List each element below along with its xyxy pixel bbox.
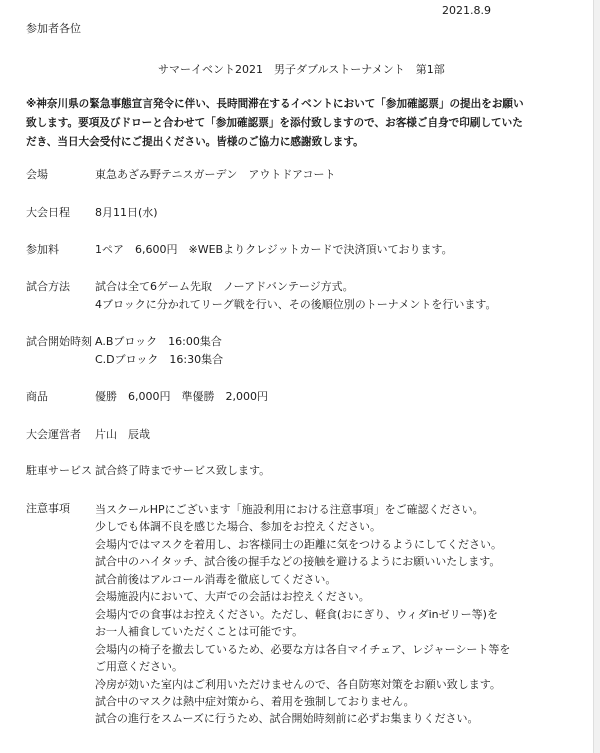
document-date: 2021.8.9 bbox=[442, 4, 491, 17]
format-line-1: 試合は全て6ゲーム先取 ノーアドバンテージ方式。 bbox=[95, 280, 354, 293]
organizer-value: 片山 辰哉 bbox=[95, 428, 150, 441]
list-item: 会場施設内において、大声での会話はお控えください。 bbox=[95, 590, 370, 604]
vertical-scrollbar[interactable] bbox=[593, 0, 600, 753]
list-item: 会場内の椅子を撤去しているため、必要な方は各自マイチェア、レジャーシート等を bbox=[95, 642, 511, 656]
list-item: 少しでも体調不良を感じた場合、参加をお控えください。 bbox=[95, 520, 381, 534]
fee-label: 参加料 bbox=[26, 243, 59, 256]
start-time-line-2: C.Dブロック 16:30集合 bbox=[95, 353, 224, 366]
notes-list bbox=[95, 501, 510, 728]
notes-label: 注意事項 bbox=[26, 502, 70, 515]
start-time-label: 試合開始時刻 bbox=[26, 335, 92, 348]
schedule-value: 8月11日(水) bbox=[95, 206, 158, 219]
parking-label: 駐車サービス bbox=[26, 464, 92, 477]
list-item: 試合の進行をスムーズに行うため、試合開始時刻前に必ずお集まりください。 bbox=[95, 712, 479, 726]
prizes-value: 優勝 6,000円 準優勝 2,000円 bbox=[95, 390, 268, 403]
list-item: 試合前後はアルコール消毒を徹底してください。 bbox=[95, 572, 337, 586]
fee-value: 1ペア 6,600円 ※WEBよりクレジットカードで決済頂いております。 bbox=[95, 243, 453, 256]
document-title: サマーイベント2021 男子ダブルストーナメント 第1部 bbox=[158, 63, 445, 76]
format-label: 試合方法 bbox=[26, 280, 70, 293]
venue-value: 東急あざみ野テニスガーデン アウトドアコート bbox=[95, 168, 336, 181]
organizer-label: 大会運営者 bbox=[26, 428, 81, 441]
prizes-label: 商品 bbox=[26, 390, 48, 403]
list-item: 会場内ではマスクを着用し、お客様同士の距離に気をつけるようにしてください。 bbox=[95, 537, 502, 551]
covid-notice bbox=[26, 95, 524, 152]
list-item: 冷房が効いた室内はご利用いただけませんので、各自防寒対策をお願い致します。 bbox=[95, 677, 501, 691]
start-time-line-1: A.Bブロック 16:00集合 bbox=[95, 335, 222, 348]
list-item: 試合中のハイタッチ、試合後の握手などの接触を避けるようにお願いいたします。 bbox=[95, 555, 501, 569]
schedule-label: 大会日程 bbox=[26, 206, 70, 219]
list-item: お一人補食していただくことは可能です。 bbox=[95, 625, 304, 639]
list-item: 当スクールHPにございます「施設利用における注意事項」をご確認ください。 bbox=[95, 503, 484, 516]
list-item: 会場内での食事はお控えください。ただし、軽食(おにぎり、ウィダinゼリー等)を bbox=[95, 607, 498, 621]
notice-line: だき、当日大会受付にご提出ください。皆様のご協力に感謝致します。 bbox=[26, 136, 364, 148]
notice-line: ※神奈川県の緊急事態宣言発令に伴い、長時間滞在するイベントにおいて「参加確認票」の提出をお願い bbox=[26, 98, 524, 110]
notice-line: 致します。要項及びドローと合わせて「参加確認票」を添付致しますので、お客様ご自身で印刷していた bbox=[26, 117, 523, 129]
parking-value: 試合終了時までサービス致します。 bbox=[95, 464, 271, 477]
recipient-line: 参加者各位 bbox=[26, 22, 81, 35]
list-item: 試合中のマスクは熱中症対策から、着用を強制しておりません。 bbox=[95, 694, 415, 708]
venue-label: 会場 bbox=[26, 168, 48, 181]
format-line-2: 4ブロックに分かれてリーグ戦を行い、その後順位別のトーナメントを行います。 bbox=[95, 298, 497, 311]
list-item: ご用意ください。 bbox=[95, 660, 183, 674]
